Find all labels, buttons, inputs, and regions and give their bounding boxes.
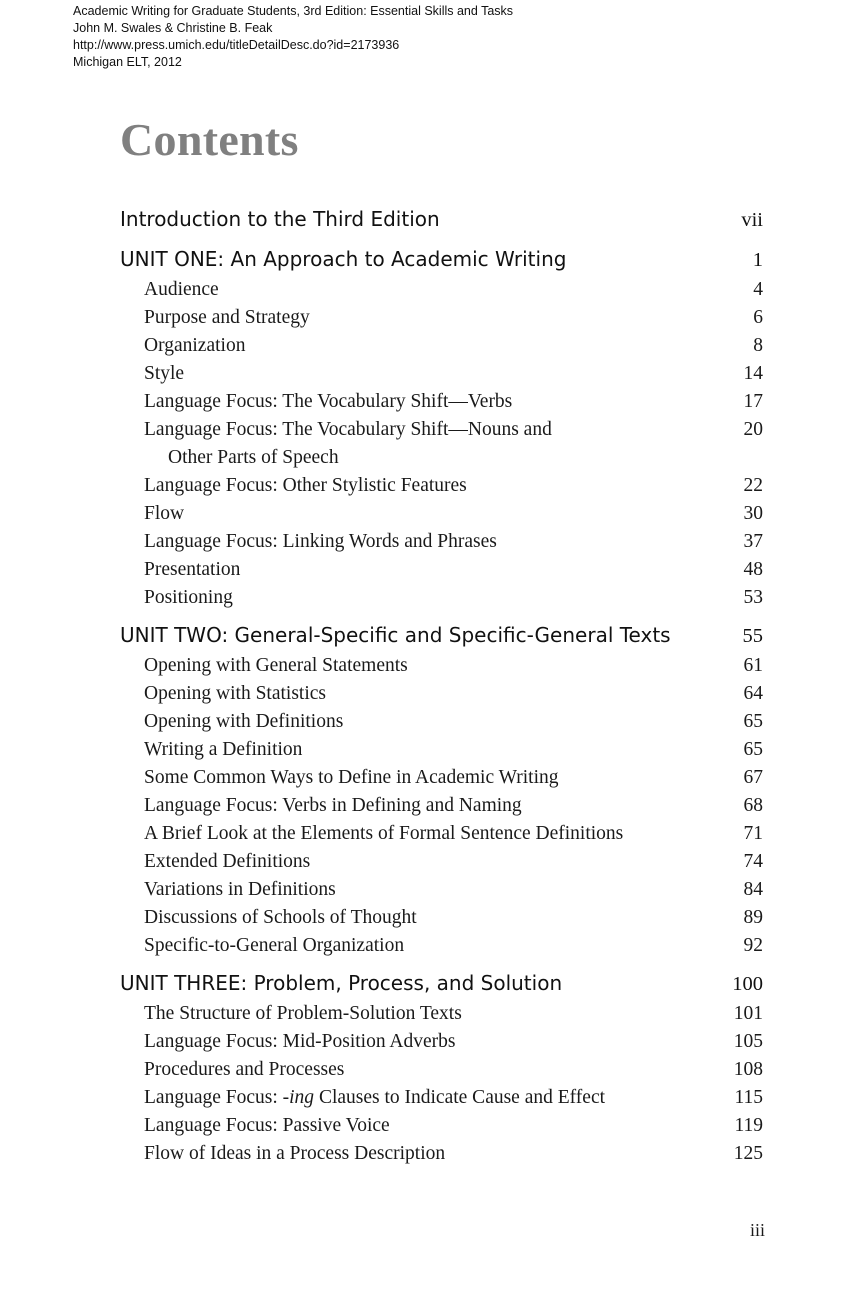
entry-title-text: Language Focus: Other Stylistic Features (144, 475, 467, 496)
entry-title (144, 1084, 684, 1112)
toc-entry (120, 736, 763, 764)
entry-title (144, 764, 684, 792)
entry-page: 37 (743, 531, 763, 552)
toc-entry (120, 1056, 763, 1084)
entry-title-text: Purpose and Strategy (144, 307, 310, 328)
toc-entry (120, 904, 763, 932)
unit-page: 100 (732, 973, 763, 995)
entry-title-text: Language Focus: The Vocabulary Shift—Verbs (144, 391, 513, 412)
entry-title-continuation: Other Parts of Speech (168, 447, 339, 468)
entry-page: 8 (753, 335, 763, 356)
header-title: Academic Writing for Graduate Students, 3rd Edition: Essential Skills and Tasks (73, 4, 514, 18)
entry-title-text: Extended Definitions (144, 851, 311, 872)
entry-title (144, 584, 684, 612)
page-number: iii (749, 1220, 765, 1240)
entry-title-prefix: Language Focus: (144, 1087, 283, 1108)
entry-page: 17 (743, 391, 763, 412)
entry-title (144, 1056, 684, 1084)
toc-entry (120, 708, 763, 736)
entry-page: 74 (743, 851, 763, 872)
entry-page: 119 (734, 1115, 763, 1136)
entry-page: 125 (733, 1143, 763, 1164)
header-publisher: Michigan ELT, 2012 (73, 55, 182, 69)
entry-page: 22 (743, 475, 763, 496)
toc-entry (120, 416, 763, 472)
entry-title-text: Writing a Definition (144, 739, 303, 760)
entry-page: 14 (743, 363, 763, 384)
entry-page: 65 (743, 711, 763, 732)
entry-title (144, 332, 684, 360)
toc-entry (120, 932, 763, 960)
entry-page: 89 (743, 907, 763, 928)
toc-entry (120, 652, 763, 680)
toc-entry (120, 584, 763, 612)
toc-unit (120, 966, 763, 1168)
toc-entry (120, 1112, 763, 1140)
entry-title (144, 848, 684, 876)
toc-entry (120, 764, 763, 792)
entry-page: 4 (753, 279, 763, 300)
toc-entry (120, 332, 763, 360)
entry-page: 71 (743, 823, 763, 844)
entry-title (144, 680, 684, 708)
toc-entry (120, 820, 763, 848)
entry-page: 53 (743, 587, 763, 608)
toc-entry (120, 360, 763, 388)
entry-title-text: Opening with Statistics (144, 683, 326, 704)
entry-page: 64 (743, 683, 763, 704)
entry-title-text: Language Focus: Passive Voice (144, 1115, 390, 1136)
entry-title (144, 304, 684, 332)
entry-title (144, 932, 684, 960)
unit-title: UNIT ONE: An Approach to Academic Writing (120, 247, 567, 271)
toc-entry (120, 472, 763, 500)
intro-row (120, 202, 763, 236)
header-authors: John M. Swales & Christine B. Feak (73, 21, 273, 35)
entry-page: 48 (743, 559, 763, 580)
entry-title-text: A Brief Look at the Elements of Formal Sentence Definitions (144, 823, 624, 844)
entry-page: 115 (734, 1087, 763, 1108)
entry-title (144, 416, 684, 472)
entry-title (144, 472, 684, 500)
entry-title (144, 820, 684, 848)
unit-page: 55 (742, 625, 763, 647)
unit-title: UNIT TWO: General-Specific and Specific-General Texts (120, 623, 671, 647)
intro-label: Introduction to the Third Edition (120, 207, 440, 231)
toc-entry (120, 1084, 763, 1112)
entry-page: 20 (743, 419, 763, 440)
entry-title (144, 276, 684, 304)
toc-entry (120, 500, 763, 528)
entry-title-text: Language Focus: The Vocabulary Shift—Nouns and (144, 419, 552, 440)
entry-title-text: Some Common Ways to Define in Academic Writing (144, 767, 559, 788)
entry-title-text: Positioning (144, 587, 233, 608)
entry-title-text: Opening with General Statements (144, 655, 408, 676)
entry-title (144, 736, 684, 764)
toc-entry (120, 304, 763, 332)
entry-page: 67 (743, 767, 763, 788)
entry-title (144, 1112, 684, 1140)
entry-title-text: Organization (144, 335, 246, 356)
entry-title-text: The Structure of Problem-Solution Texts (144, 1003, 462, 1024)
document-header (73, 3, 513, 71)
entry-title (144, 1000, 684, 1028)
toc-entry (120, 1140, 763, 1168)
entry-page: 65 (743, 739, 763, 760)
entry-page: 68 (743, 795, 763, 816)
toc-entry (120, 528, 763, 556)
intro-page: vii (741, 209, 763, 231)
unit-heading (120, 242, 763, 276)
toc-unit (120, 242, 763, 612)
toc-entry (120, 556, 763, 584)
entry-title-text: Flow of Ideas in a Process Description (144, 1143, 446, 1164)
toc-entry (120, 876, 763, 904)
unit-heading (120, 618, 763, 652)
unit-heading (120, 966, 763, 1000)
entry-page: 84 (743, 879, 763, 900)
entry-title-text: Presentation (144, 559, 241, 580)
toc-entry (120, 276, 763, 304)
entry-title-text: Opening with Definitions (144, 711, 344, 732)
entry-title (144, 904, 684, 932)
table-of-contents (120, 202, 763, 1174)
toc-entry (120, 792, 763, 820)
entry-title (144, 652, 684, 680)
entry-title-italic: -ing (282, 1087, 315, 1108)
header-url: http://www.press.umich.edu/titleDetailDesc.do?id=2173936 (73, 38, 400, 52)
entry-title-text: Flow (144, 503, 185, 524)
entry-page: 108 (733, 1059, 763, 1080)
entry-title (144, 388, 684, 416)
toc-entry (120, 388, 763, 416)
toc-entry (120, 1028, 763, 1056)
toc-entry (120, 680, 763, 708)
toc-intro (120, 202, 763, 236)
toc-entry (120, 848, 763, 876)
entry-title (144, 360, 684, 388)
entry-title-text: Variations in Definitions (144, 879, 336, 900)
entry-title-text: Audience (144, 279, 219, 300)
entry-title (144, 708, 684, 736)
entry-title-text: Style (144, 363, 185, 384)
entry-page: 92 (743, 935, 763, 956)
entry-title-text: Language Focus: Verbs in Defining and Naming (144, 795, 522, 816)
entry-title-text: Clauses to Indicate Cause and Effect (314, 1087, 606, 1108)
entry-title-text: Language Focus: Linking Words and Phrases (144, 531, 497, 552)
entry-title (144, 1140, 684, 1168)
entry-title-text: Language Focus: Mid-Position Adverbs (144, 1031, 456, 1052)
entry-title (144, 1028, 684, 1056)
entry-title-text: Discussions of Schools of Thought (144, 907, 417, 928)
entry-title (144, 556, 684, 584)
page-title: Contents (120, 114, 299, 165)
entry-page: 6 (753, 307, 763, 328)
entry-title-text: Procedures and Processes (144, 1059, 345, 1080)
entry-title (144, 528, 684, 556)
entry-page: 30 (743, 503, 763, 524)
toc-units (120, 242, 763, 1168)
toc-entry (120, 1000, 763, 1028)
entry-page: 101 (733, 1003, 763, 1024)
entry-title (144, 792, 684, 820)
toc-unit (120, 618, 763, 960)
entry-title (144, 500, 684, 528)
unit-title: UNIT THREE: Problem, Process, and Solution (120, 971, 563, 995)
entry-title-text: Specific-to-General Organization (144, 935, 405, 956)
entry-page: 61 (743, 655, 763, 676)
entry-page: 105 (733, 1031, 763, 1052)
entry-title (144, 876, 684, 904)
unit-page: 1 (752, 249, 763, 271)
